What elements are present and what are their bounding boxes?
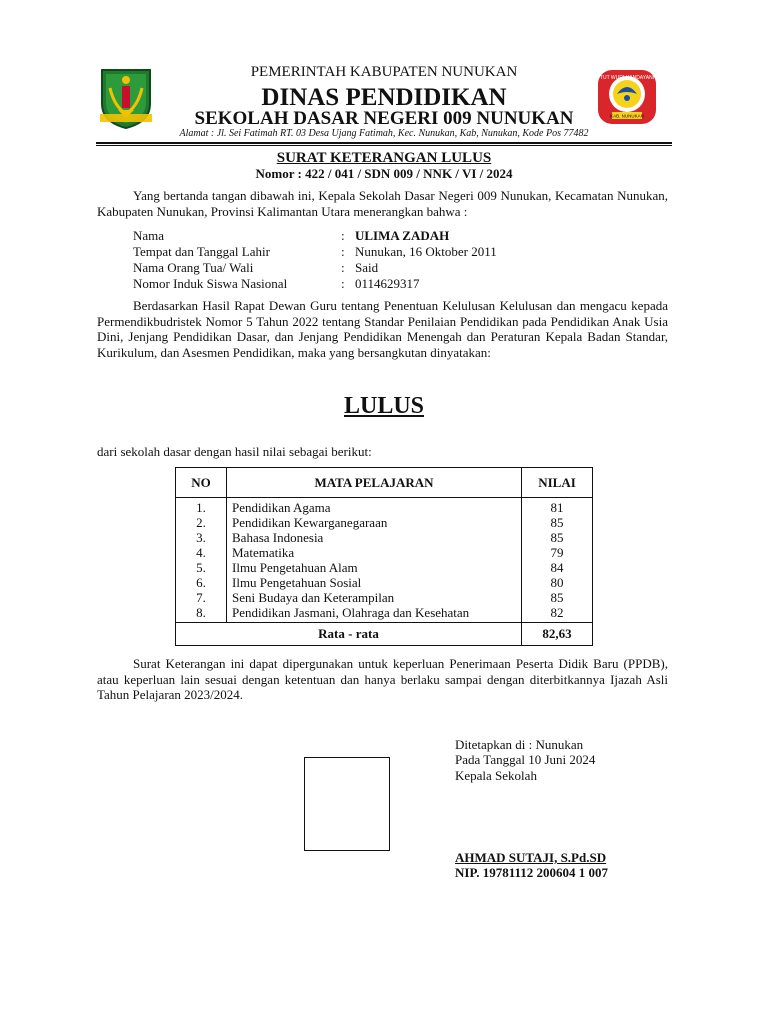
identity-label: Nama — [133, 228, 165, 243]
column-header-score: NILAI — [522, 468, 593, 498]
student-parent: Said — [355, 260, 379, 275]
row-number: 1. — [176, 498, 227, 516]
signature-place: Ditetapkan di : Nunukan — [455, 737, 584, 752]
identity-separator: : — [341, 228, 345, 243]
graduation-status: LULUS — [343, 393, 425, 419]
row-number: 3. — [176, 530, 227, 545]
subject-name: Bahasa Indonesia — [227, 530, 522, 545]
table-row — [176, 575, 593, 590]
agency-header: DINAS PENDIDIKAN — [261, 84, 507, 111]
subject-name: Pendidikan Jasmani, Olahraga dan Kesehatan — [227, 605, 522, 623]
student-birth: Nunukan, 16 Oktober 2011 — [355, 244, 497, 259]
subject-score: 82 — [522, 605, 593, 623]
subject-name: Seni Budaya dan Keterampilan — [227, 590, 522, 605]
row-number: 4. — [176, 545, 227, 560]
letter-title: SURAT KETERANGAN LULUS — [276, 150, 492, 166]
column-header-subject: MATA PELAJARAN — [227, 468, 522, 498]
row-number: 8. — [176, 605, 227, 623]
table-row — [176, 530, 593, 545]
identity-label: Nomor Induk Siswa Nasional — [133, 276, 288, 291]
signature-position: Kepala Sekolah — [455, 768, 537, 783]
principal-name: AHMAD SUTAJI, S.Pd.SD — [455, 850, 607, 865]
subject-score: 79 — [522, 545, 593, 560]
header-divider-thin — [96, 145, 672, 146]
student-name: ULIMA ZADAH — [355, 228, 450, 243]
emblem-top-text: TUT WURI HANDAYANI — [599, 75, 655, 81]
basis-paragraph: Berdasarkan Hasil Rapat Dewan Guru tentang Penentuan Kelulusan Kelulusan dan mengacu kepada Permendikbudristek Nomor 5 Tahun 2022 tentang Standar Penilaian Pendidikan pada Pendidikan Anak Usia Dini, Jenjang Pendidikan Dasar, dan Jenjang Pendidikan Menengah dan Peraturan Kepala Badan Standar, Kurikulum, dan Asesmen Pendidikan, maka yang bersangkutan dinyatakan: — [97, 298, 668, 360]
student-identity — [133, 228, 497, 292]
table-row — [176, 590, 593, 605]
identity-row-birth — [133, 244, 497, 260]
grades-table — [175, 467, 593, 646]
subject-score: 85 — [522, 515, 593, 530]
letter-number: Nomor : 422 / 041 / SDN 009 / NNK / VI / 2024 — [255, 166, 513, 181]
identity-label: Nama Orang Tua/ Wali — [133, 260, 254, 275]
closing-paragraph: Surat Keterangan ini dapat dipergunakan untuk keperluan Penerimaan Peserta Didik Baru (PPDB), atau keperluan lain sesuai dengan ketentuan dan hanya berlaku sampai dengan diterbitkannya Ijazah Asli Tahun Pelajaran 2023/2024. — [97, 656, 668, 702]
table-row — [176, 498, 593, 516]
subject-name: Ilmu Pengetahuan Sosial — [227, 575, 522, 590]
table-row — [176, 545, 593, 560]
subject-name: Pendidikan Kewarganegaraan — [227, 515, 522, 530]
identity-row-nisn — [133, 276, 497, 292]
subject-score: 81 — [522, 498, 593, 516]
average-label: Rata - rata — [176, 623, 522, 646]
intro-paragraph: Yang bertanda tangan dibawah ini, Kepala Sekolah Dasar Negeri 009 Nunukan, Kecamatan Nunukan, Kabupaten Nunukan, Provinsi Kalimantan Utara menerangkan bahwa : — [97, 188, 668, 219]
government-header: PEMERINTAH KABUPATEN NUNUKAN — [250, 64, 518, 80]
school-header: SEKOLAH DASAR NEGERI 009 NUNUKAN — [194, 108, 574, 129]
identity-separator: : — [341, 276, 345, 291]
table-row — [176, 605, 593, 623]
student-nisn: 0114629317 — [355, 276, 420, 291]
subject-score: 85 — [522, 590, 593, 605]
identity-separator: : — [341, 244, 345, 259]
subject-score: 85 — [522, 530, 593, 545]
row-number: 2. — [176, 515, 227, 530]
table-row — [176, 515, 593, 530]
identity-row-parent — [133, 260, 497, 276]
results-intro: dari sekolah dasar dengan hasil nilai sebagai berikut: — [97, 444, 372, 459]
identity-row-name — [133, 228, 497, 244]
subject-score: 84 — [522, 560, 593, 575]
grades-header-row — [176, 468, 593, 498]
signature-date: Pada Tanggal 10 Juni 2024 — [455, 752, 596, 767]
photo-placeholder — [304, 757, 390, 851]
average-value: 82,63 — [522, 623, 593, 646]
subject-name: Matematika — [227, 545, 522, 560]
identity-separator: : — [341, 260, 345, 275]
emblem-bottom-text: KAB. NUNUKAN — [610, 113, 644, 119]
column-header-no: NO — [176, 468, 227, 498]
header-divider-thick — [96, 142, 672, 144]
subject-score: 80 — [522, 575, 593, 590]
average-row — [176, 623, 593, 646]
table-row — [176, 560, 593, 575]
subject-name: Ilmu Pengetahuan Alam — [227, 560, 522, 575]
row-number: 7. — [176, 590, 227, 605]
identity-label: Tempat dan Tanggal Lahir — [133, 244, 270, 259]
subject-name: Pendidikan Agama — [227, 498, 522, 516]
principal-nip: NIP. 19781112 200604 1 007 — [455, 865, 609, 880]
row-number: 6. — [176, 575, 227, 590]
school-address: Alamat : Jl. Sei Fatimah RT. 03 Desa Ujang Fatimah, Kec. Nunukan, Kab, Nunukan, Kode Pos 77482 — [179, 128, 589, 139]
row-number: 5. — [176, 560, 227, 575]
